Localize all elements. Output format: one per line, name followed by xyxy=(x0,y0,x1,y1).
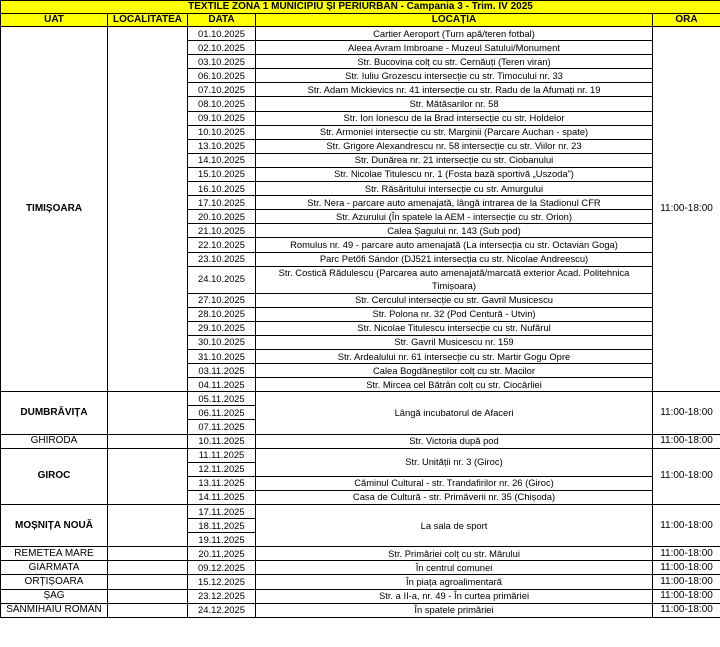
location-cell: În spatele primăriei xyxy=(256,603,653,617)
location-cell: Str. Dunărea nr. 21 intersecție cu str. Ciobanului xyxy=(256,153,653,167)
uat-cell: ȘAG xyxy=(1,589,108,603)
date-cell: 19.11.2025 xyxy=(188,533,256,547)
location-cell: Str. Iuliu Grozescu intersecție cu str. Timocului nr. 33 xyxy=(256,69,653,83)
table-row xyxy=(1,434,720,448)
table-row xyxy=(1,448,720,462)
location-cell: Str. Mircea cel Bătrân colț cu str. Ciocârliei xyxy=(256,378,653,392)
time-cell: 11:00-18:00 xyxy=(653,589,720,603)
uat-cell: TIMIȘOARA xyxy=(1,27,108,392)
date-cell: 13.11.2025 xyxy=(188,476,256,490)
location-cell: Lângă incubatorul de Afaceri xyxy=(256,392,653,434)
date-cell: 14.11.2025 xyxy=(188,490,256,504)
date-cell: 01.10.2025 xyxy=(188,27,256,41)
date-cell: 18.11.2025 xyxy=(188,519,256,533)
localitate-cell xyxy=(108,603,188,617)
date-cell: 17.11.2025 xyxy=(188,505,256,519)
location-cell: Str. Ion Ionescu de la Brad intersecție cu str. Holdelor xyxy=(256,111,653,125)
location-cell: Str. Armoniei intersecție cu str. Marginii (Parcare Auchan - spate) xyxy=(256,125,653,139)
time-cell: 11:00-18:00 xyxy=(653,448,720,504)
location-cell: Str. Nicolae Titulescu intersecție cu str. Nufărul xyxy=(256,321,653,335)
location-cell: Str. Costică Rădulescu (Parcarea auto amenajată/marcată exterior Acad. Politehnica Timișoara) xyxy=(256,266,653,293)
date-cell: 24.12.2025 xyxy=(188,603,256,617)
localitate-cell xyxy=(108,27,188,392)
uat-cell: GIARMATA xyxy=(1,561,108,575)
date-cell: 28.10.2025 xyxy=(188,307,256,321)
date-cell: 02.10.2025 xyxy=(188,41,256,55)
uat-cell: GIROC xyxy=(1,448,108,504)
location-cell: Căminul Cultural - str. Trandafirilor nr. 26 (Giroc) xyxy=(256,476,653,490)
time-cell: 11:00-18:00 xyxy=(653,27,720,392)
date-cell: 29.10.2025 xyxy=(188,321,256,335)
table-row xyxy=(1,561,720,575)
location-cell: Str. Nera - parcare auto amenajată, lângă intrarea de la Stadionul CFR xyxy=(256,196,653,210)
location-cell: Str. a II-a, nr. 49 - În curtea primăriei xyxy=(256,589,653,603)
date-cell: 30.10.2025 xyxy=(188,335,256,349)
location-cell: Str. Victoria după pod xyxy=(256,434,653,448)
date-cell: 10.11.2025 xyxy=(188,434,256,448)
date-cell: 16.10.2025 xyxy=(188,182,256,196)
date-cell: 27.10.2025 xyxy=(188,293,256,307)
uat-cell: ORȚIȘOARA xyxy=(1,575,108,589)
location-cell: Parc Petőfi Sándor (DJ521 intersecția cu str. Nicolae Andreescu) xyxy=(256,252,653,266)
location-cell: Str. Bucovina colț cu str. Cernăuți (Teren viran) xyxy=(256,55,653,69)
uat-cell: REMETEA MARE xyxy=(1,547,108,561)
uat-cell: SÂNMIHAIU ROMÂN xyxy=(1,603,108,617)
table-row xyxy=(1,575,720,589)
date-cell: 22.10.2025 xyxy=(188,238,256,252)
date-cell: 03.11.2025 xyxy=(188,364,256,378)
date-cell: 31.10.2025 xyxy=(188,349,256,363)
location-cell: Cartier Aeroport (Turn apă/teren fotbal) xyxy=(256,27,653,41)
header-localitate: LOCALITATEA xyxy=(108,14,188,27)
localitate-cell xyxy=(108,575,188,589)
date-cell: 24.10.2025 xyxy=(188,266,256,293)
location-cell: Casa de Cultură - str. Primăverii nr. 35 (Chișoda) xyxy=(256,490,653,504)
date-cell: 07.10.2025 xyxy=(188,83,256,97)
uat-cell: GHIRODA xyxy=(1,434,108,448)
location-cell: Aleea Avram Imbroane - Muzeul Satului/Monument xyxy=(256,41,653,55)
location-cell: La sala de sport xyxy=(256,505,653,547)
location-cell: Romulus nr. 49 - parcare auto amenajată (La intersecția cu str. Octavian Goga) xyxy=(256,238,653,252)
time-cell: 11:00-18:00 xyxy=(653,603,720,617)
localitate-cell xyxy=(108,505,188,547)
table-row xyxy=(1,392,720,406)
location-cell: Str. Cerculul intersecție cu str. Gavril Musicescu xyxy=(256,293,653,307)
date-cell: 10.10.2025 xyxy=(188,125,256,139)
header-data: DATA xyxy=(188,14,256,27)
uat-cell: MOȘNIȚA NOUĂ xyxy=(1,505,108,547)
location-cell: Calea Șagului nr. 143 (Sub pod) xyxy=(256,224,653,238)
date-cell: 05.11.2025 xyxy=(188,392,256,406)
location-cell: Str. Nicolae Titulescu nr. 1 (Fosta bază sportivă „Uszoda”) xyxy=(256,167,653,181)
uat-cell: DUMBRĂVIȚA xyxy=(1,392,108,434)
time-cell: 11:00-18:00 xyxy=(653,434,720,448)
location-cell: Str. Gavril Musicescu nr. 159 xyxy=(256,335,653,349)
localitate-cell xyxy=(108,434,188,448)
time-cell: 11:00-18:00 xyxy=(653,575,720,589)
date-cell: 13.10.2025 xyxy=(188,139,256,153)
date-cell: 20.11.2025 xyxy=(188,547,256,561)
date-cell: 07.11.2025 xyxy=(188,420,256,434)
schedule-body xyxy=(1,27,720,618)
location-cell: Str. Adam Mickievics nr. 41 intersecție cu str. Radu de la Afumați nr. 19 xyxy=(256,83,653,97)
date-cell: 09.12.2025 xyxy=(188,561,256,575)
location-cell: Str. Mătăsarilor nr. 58 xyxy=(256,97,653,111)
table-row xyxy=(1,589,720,603)
location-cell: În centrul comunei xyxy=(256,561,653,575)
date-cell: 11.11.2025 xyxy=(188,448,256,462)
date-cell: 08.10.2025 xyxy=(188,97,256,111)
header-uat: UAT xyxy=(1,14,108,27)
location-cell: Str. Polona nr. 32 (Pod Centură - Utvin) xyxy=(256,307,653,321)
date-cell: 23.12.2025 xyxy=(188,589,256,603)
date-cell: 20.10.2025 xyxy=(188,210,256,224)
time-cell: 11:00-18:00 xyxy=(653,392,720,434)
location-cell: Str. Azurului (În spatele la AEM - intersecție cu str. Orion) xyxy=(256,210,653,224)
date-cell: 03.10.2025 xyxy=(188,55,256,69)
table-row xyxy=(1,505,720,519)
location-cell: Str. Grigore Alexandrescu nr. 58 intersecție cu str. Viilor nr. 23 xyxy=(256,139,653,153)
time-cell: 11:00-18:00 xyxy=(653,547,720,561)
date-cell: 21.10.2025 xyxy=(188,224,256,238)
date-cell: 12.11.2025 xyxy=(188,462,256,476)
location-cell: Str. Răsăritului intersecție cu str. Amurgului xyxy=(256,182,653,196)
header-locatia: LOCAȚIA xyxy=(256,14,653,27)
date-cell: 09.10.2025 xyxy=(188,111,256,125)
date-cell: 04.11.2025 xyxy=(188,378,256,392)
table-title: TEXTILE ZONA 1 MUNICIPIU ȘI PERIURBAN - Campania 3 - Trim. IV 2025 xyxy=(1,1,720,14)
location-cell: Calea Bogdăneștilor colț cu str. Macilor xyxy=(256,364,653,378)
header-ora: ORA xyxy=(653,14,720,27)
date-cell: 06.11.2025 xyxy=(188,406,256,420)
date-cell: 15.10.2025 xyxy=(188,167,256,181)
localitate-cell xyxy=(108,547,188,561)
date-cell: 06.10.2025 xyxy=(188,69,256,83)
date-cell: 14.10.2025 xyxy=(188,153,256,167)
localitate-cell xyxy=(108,392,188,434)
date-cell: 23.10.2025 xyxy=(188,252,256,266)
table-row xyxy=(1,547,720,561)
time-cell: 11:00-18:00 xyxy=(653,505,720,547)
location-cell: Str. Primăriei colț cu str. Mărului xyxy=(256,547,653,561)
location-cell: Str. Ardealului nr. 61 intersecție cu str. Martir Gogu Opre xyxy=(256,349,653,363)
location-cell: În piața agroalimentară xyxy=(256,575,653,589)
date-cell: 17.10.2025 xyxy=(188,196,256,210)
localitate-cell xyxy=(108,561,188,575)
table-row xyxy=(1,603,720,617)
date-cell: 15.12.2025 xyxy=(188,575,256,589)
localitate-cell xyxy=(108,589,188,603)
time-cell: 11:00-18:00 xyxy=(653,561,720,575)
localitate-cell xyxy=(108,448,188,504)
table-row xyxy=(1,27,720,41)
location-cell: Str. Unității nr. 3 (Giroc) xyxy=(256,448,653,476)
